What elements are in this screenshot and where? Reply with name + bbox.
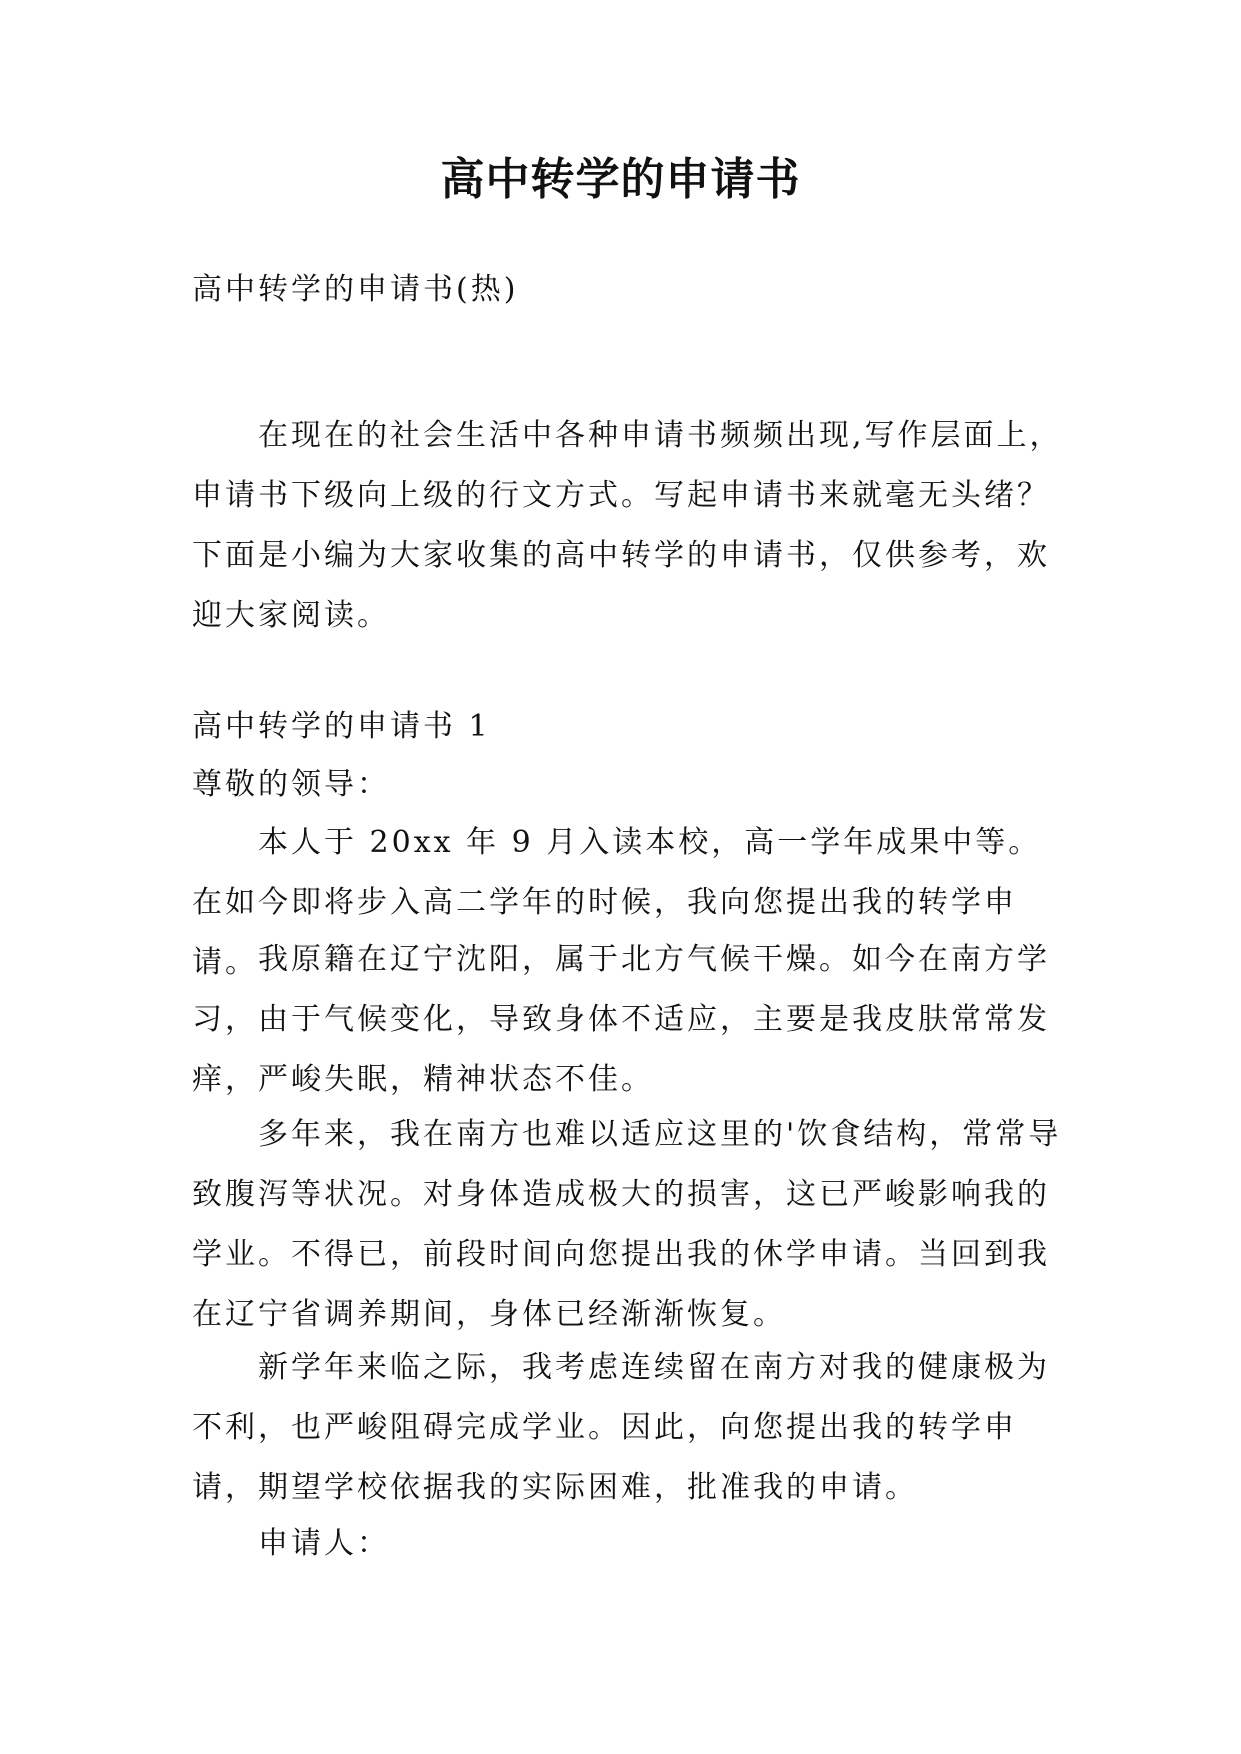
document-subtitle: 高中转学的申请书(热) — [192, 272, 519, 307]
body-paragraph: 多年来，我在南方也难以适应这里的'饮食结构，常常导致腹泻等状况。对身体造成极大的损害，这已严峻影响我的学业。不得已，前段时间向您提出我的休学申请。当回到我在辽宁省调养期间，身体已经渐渐恢复。 — [192, 1117, 1062, 1332]
signature-label: 申请人： — [258, 1526, 390, 1561]
body-paragraph: 新学年来临之际，我考虑连续留在南方对我的健康极为不利，也严峻阻碍完成学业。因此，向您提出我的转学申请，期望学校依据我的实际困难，批准我的申请。 — [192, 1350, 1050, 1505]
salutation: 尊敬的领导： — [192, 767, 390, 802]
body-paragraph: 本人于 20xx 年 9 月入读本校，高一学年成果中等。在如今即将步入高二学年的时候，我向您提出我的转学申请。 — [192, 825, 1042, 980]
document-title: 高中转学的申请书 — [440, 154, 801, 205]
intro-paragraph: 在现在的社会生活中各种申请书频频出现,写作层面上，申请书下级向上级的行文方式。写起申请书来就毫无头绪？下面是小编为大家收集的高中转学的申请书，仅供参考，欢迎大家阅读。 — [192, 418, 1063, 633]
section-heading: 高中转学的申请书 1 — [192, 709, 491, 744]
body-paragraph: 我原籍在辽宁沈阳，属于北方气候干燥。如今在南方学习，由于气候变化，导致身体不适应，主要是我皮肤常常发痒，严峻失眠，精神状态不佳。 — [192, 942, 1050, 1097]
